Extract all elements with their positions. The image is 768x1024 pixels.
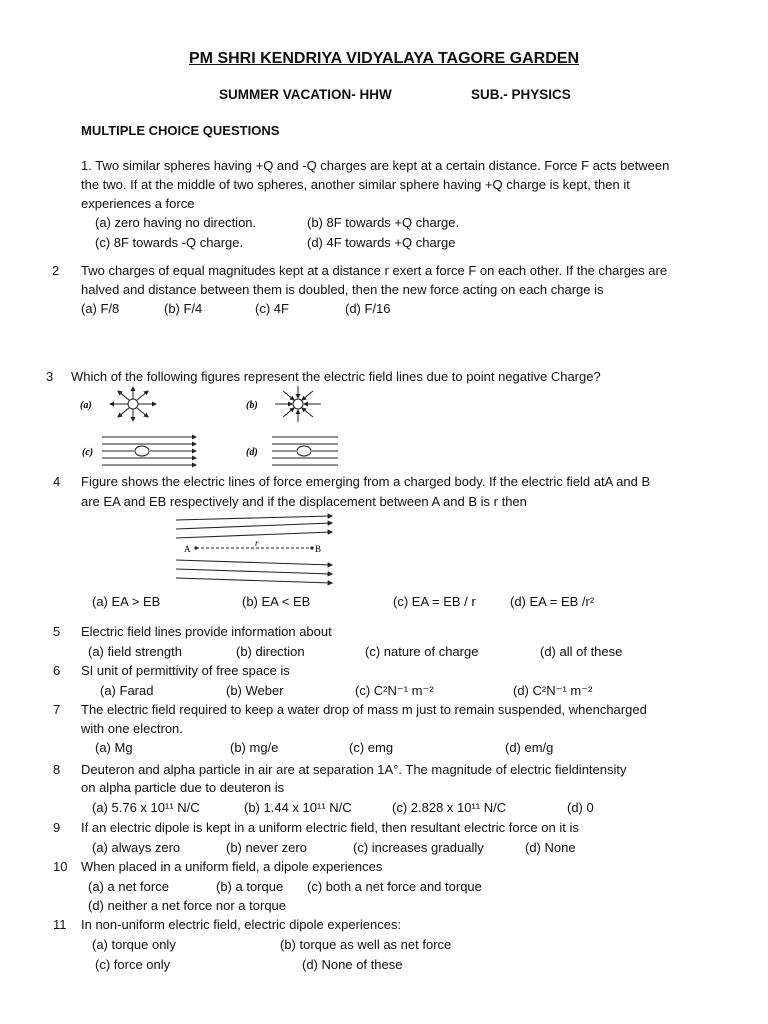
option-a: (a) Farad [100,683,154,698]
option-a: (a) torque only [92,937,176,952]
parallel-lines-diagram-d [272,437,338,465]
option-c: (c) force only [95,957,171,972]
option-d: (d) 4F towards +Q charge [307,235,456,250]
option-b: (b) direction [236,644,305,659]
question-number: 6 [53,663,61,678]
option-c: (c) 2.828 x 10¹¹ N/C [392,800,507,815]
question-number: 10 [53,859,68,874]
option-b: (b) a torque [216,879,284,894]
assignment-title: SUMMER VACATION- HHW [219,87,392,102]
option-a: (a) always zero [92,840,181,855]
question-text: The electric field required to keep a water drop of mass m just to remain suspended, whencharged [81,702,647,717]
radial-outward-diagram [110,387,156,421]
question-text: the two. If at the middle of two spheres, another similar sphere having +Q charge is kept, then it [81,177,630,192]
question-number: 11 [53,917,67,932]
question-text: 1. Two similar spheres having +Q and -Q charges are kept at a certain distance. Force F acts between [81,158,670,173]
option-b: (b) 1.44 x 10¹¹ N/C [244,800,352,815]
option-c: (c) EA = EB / r [393,594,476,609]
option-c: (c) both a net force and torque [307,879,482,894]
point-b-label: B [315,544,322,554]
question-number: 4 [53,474,61,489]
option-c: (c) nature of charge [365,644,479,659]
question-text: Electric field lines provide information about [81,624,332,639]
question-text: Two charges of equal magnitudes kept at a distance r exert a force F on each other. If the charges are [81,263,668,278]
force-lines-figure [170,512,340,587]
option-c: (c) increases gradually [353,840,484,855]
distance-r-label: r [255,538,259,548]
option-b: (b) 8F towards +Q charge. [307,215,460,230]
option-d: (d) None of these [302,957,403,972]
option-b: (b) F/4 [164,301,203,316]
question-text: If an electric dipole is kept in a uniform electric field, then resultant electric force on it is [81,820,579,835]
question-number: 9 [53,820,61,835]
question-text: Which of the following figures represent the electric field lines due to point negative Charge? [71,369,601,384]
point-a-label: A [184,544,191,554]
question-text: Deuteron and alpha particle in air are at separation 1A°. The magnitude of electric fieldintensity [81,762,627,777]
section-heading: MULTIPLE CHOICE QUESTIONS [81,123,280,138]
option-a: (a) field strength [88,644,182,659]
option-d: (d) 0 [567,800,594,815]
option-a: (a) F/8 [81,301,120,316]
option-d: (d) EA = EB /r² [510,594,595,609]
option-b: (b) mg/e [230,740,279,755]
option-d: (d) all of these [540,644,623,659]
option-c: (c) 4F [255,301,289,316]
option-b: (b) EA < EB [242,594,311,609]
option-d: (d) F/16 [345,301,391,316]
option-c: (c) C²N⁻¹ m⁻² [355,683,434,698]
question-number: 8 [53,762,61,777]
fig-d-label: (d) [246,447,258,458]
question-text: are EA and EB respectively and if the displacement between A and B is r then [81,494,527,509]
option-c: (c) 8F towards -Q charge. [95,235,244,250]
option-d: (d) None [525,840,576,855]
option-a: (a) Mg [95,740,133,755]
question-text: halved and distance between them is doubled, then the new force acting on each charge is [81,282,604,297]
option-b: (b) torque as well as net force [280,937,452,952]
question-text: with one electron. [81,721,183,736]
question-number: 7 [53,702,61,717]
field-lines-figure [76,386,346,476]
question-text: SI unit of permittivity of free space is [81,663,290,678]
question-text: Figure shows the electric lines of force emerging from a charged body. If the electric field atA and B [81,474,651,489]
question-text: When placed in a uniform field, a dipole experiences [81,859,383,874]
option-a: (a) EA > EB [92,594,161,609]
option-a: (a) 5.76 x 10¹¹ N/C [92,800,200,815]
option-d: (d) C²N⁻¹ m⁻² [513,683,593,698]
question-text: on alpha particle due to deuteron is [81,780,285,795]
option-b: (b) Weber [226,683,284,698]
option-a: (a) a net force [88,879,169,894]
question-text: experiences a force [81,196,195,211]
fig-b-label: (b) [246,400,258,411]
fig-c-label: (c) [82,447,94,458]
school-name: PM SHRI KENDRIYA VIDYALAYA TAGORE GARDEN [189,50,579,67]
question-number: 3 [46,369,54,384]
option-d: (d) neither a net force nor a torque [88,898,287,913]
question-number: 2 [52,263,60,278]
fig-a-label: (a) [80,400,92,411]
option-d: (d) em/g [505,740,554,755]
question-text: In non-uniform electric field, electric dipole experiences: [81,917,402,932]
subject-title: SUB.- PHYSICS [471,87,571,102]
option-b: (b) never zero [226,840,307,855]
option-a: (a) zero having no direction. [95,215,257,230]
option-c: (c) emg [349,740,394,755]
question-number: 5 [53,624,61,639]
radial-inward-diagram [275,386,321,422]
parallel-lines-diagram-c [102,437,196,465]
